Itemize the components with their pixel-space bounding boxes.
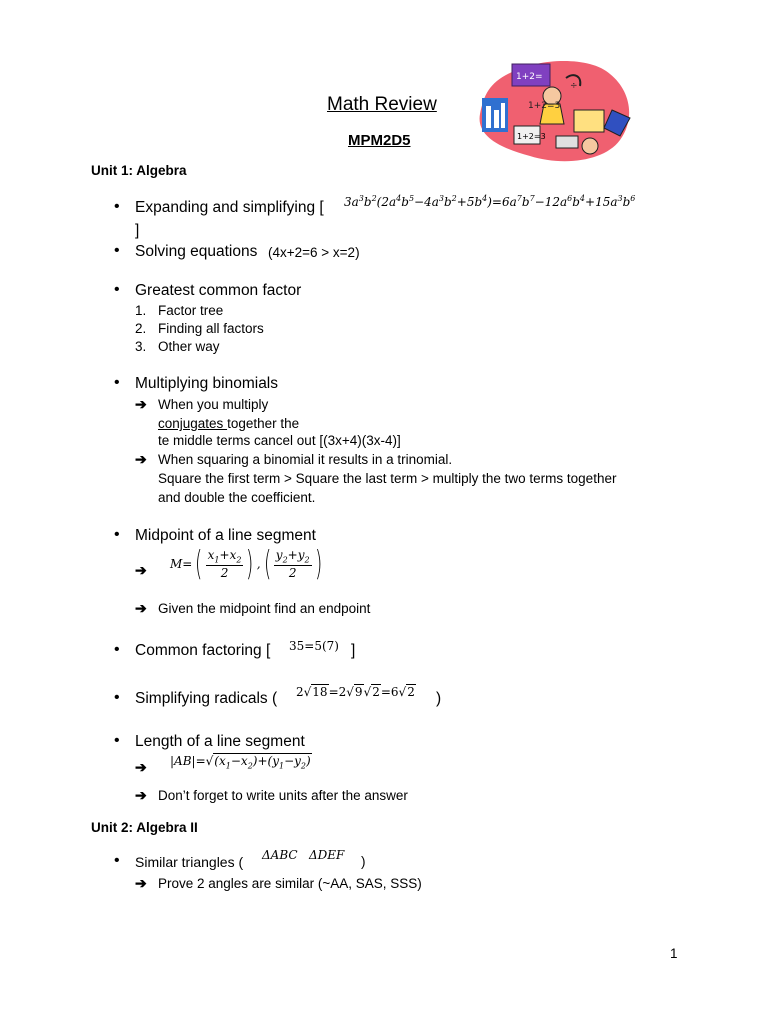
radicals-formula: 2√18=2√9√2=6√2 [296, 685, 415, 699]
right-arrow-icon: ➔ [135, 562, 147, 578]
similar-close: ) [361, 854, 366, 869]
length-note: Don’t forget to write units after the answer [158, 788, 408, 803]
radicals-label: Simplifying radicals ( [135, 690, 278, 707]
gcf-label: Greatest common factor [135, 282, 302, 299]
common-factoring-label: Common factoring [ [135, 642, 271, 659]
unit1-heading: Unit 1: Algebra [91, 163, 187, 178]
length-label: Length of a line segment [135, 733, 305, 750]
common-factoring-close: ] [351, 642, 356, 659]
gcf-number-1: 1. [135, 303, 147, 318]
unit2-heading: Unit 2: Algebra II [91, 820, 198, 835]
course-code: MPM2D5 [348, 132, 411, 149]
gcf-item-3: Other way [158, 339, 220, 354]
right-arrow-icon: ➔ [135, 875, 147, 891]
expanding-close: ] [135, 222, 140, 239]
expanding-formula: $3a^3b^2(2a^4b^5-4a^3b^2+5b^4)=6a^7b^7-12a^6b^4+15a^3b^6$ [344, 194, 636, 209]
expanding-label: Expanding and simplifying [ [135, 199, 324, 216]
right-arrow-icon: ➔ [135, 759, 147, 775]
midpoint-note: Given the midpoint find an endpoint [158, 601, 371, 616]
page-number: 1 [670, 946, 678, 961]
similar-note: Prove 2 angles are similar (~AA, SAS, SSS) [158, 876, 422, 891]
bullet-dot-icon: • [114, 641, 120, 658]
bullet-dot-icon: • [114, 198, 120, 215]
right-arrow-icon: ➔ [135, 787, 147, 803]
svg-text:÷: ÷ [570, 81, 578, 91]
bullet-dot-icon: • [114, 526, 120, 543]
bullet-dot-icon: • [114, 242, 120, 259]
binomials-note1-line3: te middle terms cancel out [(3x+4)(3x-4)] [158, 433, 401, 448]
similar-formula: ΔABC ΔDEF [262, 848, 345, 862]
binomials-note2-line3: and double the coefficient. [158, 490, 316, 505]
length-formula: $|AB|=√(x_1-x_2)+(y_1-y_2)$ [170, 754, 311, 771]
solving-label: Solving equations [135, 243, 258, 260]
gcf-item-1: Factor tree [158, 303, 224, 318]
together-text: together the [227, 416, 300, 431]
midpoint-formula: M=( $\frac{x_1+x_2}{2}$ ) ,( $\frac{y_2+y_2}{2}$ ) [170, 544, 322, 584]
bullet-dot-icon: • [114, 852, 120, 869]
common-factoring-formula: 35=5(7) [289, 639, 339, 653]
binomials-note2-line2: Square the first term > Square the last term > multiply the two terms together [158, 471, 617, 486]
svg-text:1+2=: 1+2= [516, 72, 543, 82]
conjugates-term: conjugates [158, 416, 228, 431]
svg-text:1+2=3: 1+2=3 [528, 101, 561, 111]
similar-label: Similar triangles ( [135, 854, 244, 870]
solving-example: (4x+2=6 > x=2) [268, 245, 360, 260]
bullet-dot-icon: • [114, 732, 120, 749]
gcf-item-2: Finding all factors [158, 321, 264, 336]
bullet-dot-icon: • [114, 281, 120, 298]
gcf-number-3: 3. [135, 339, 147, 354]
page-title: Math Review [327, 94, 437, 115]
midpoint-label: Midpoint of a line segment [135, 527, 316, 544]
binomials-note2-line1: When squaring a binomial it results in a trinomial. [158, 452, 453, 467]
bullet-dot-icon: • [114, 689, 120, 706]
binomials-label: Multiplying binomials [135, 375, 279, 392]
right-arrow-icon: ➔ [135, 451, 147, 467]
right-arrow-icon: ➔ [135, 600, 147, 616]
math-clipart-icon [470, 58, 640, 166]
svg-text:1+2=3: 1+2=3 [517, 132, 546, 141]
gcf-number-2: 2. [135, 321, 147, 336]
bullet-dot-icon: • [114, 374, 120, 391]
radicals-close: ) [436, 690, 442, 707]
binomials-note1-line1: When you multiply [158, 397, 269, 412]
binomials-note1-line2 [158, 416, 299, 431]
right-arrow-icon: ➔ [135, 396, 147, 412]
